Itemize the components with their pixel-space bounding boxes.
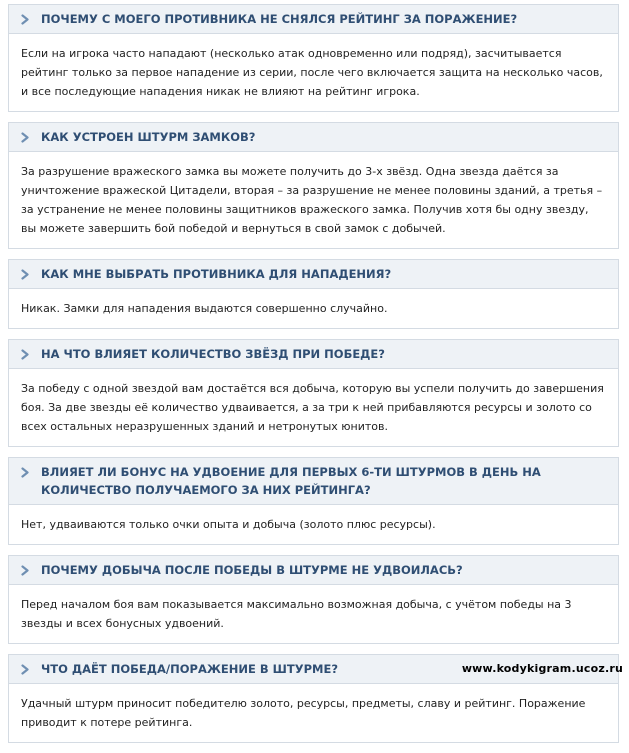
site-watermark: www.kodykigram.ucoz.ru (461, 662, 623, 675)
faq-question-header[interactable] (9, 260, 618, 289)
faq-question-text: ЧТО ДАЁТ ПОБЕДА/ПОРАЖЕНИЕ В ШТУРМЕ? (41, 662, 338, 676)
faq-answer-text: За разрушение вражеского замка вы можете получить до 3-х звёзд. Одна звезда даётся за уничтожение вражеской Цитадели, вторая – за разрушение не менее половины зданий, а третья – за устранение не менее половины защитников вражеского замка. Получив хотя бы одну звезду, вы можете завершить бой победой и вернуться в свой замок с добычей. (21, 165, 603, 235)
faq-question-header[interactable] (9, 458, 618, 505)
faq-answer-text: Перед началом боя вам показывается максимально возможная добыча, с учётом победы на 3 звезды и всех бонусных удвоений. (21, 598, 572, 630)
faq-item (8, 457, 619, 545)
faq-answer-text: Удачный штурм приносит победителю золото, ресурсы, предметы, славу и рейтинг. Поражение приводит к потере рейтинга. (21, 697, 586, 729)
chevron-right-icon (19, 128, 31, 146)
faq-answer-text: Никак. Замки для нападения выдаются совершенно случайно. (21, 302, 388, 315)
faq-question-text: ПОЧЕМУ С МОЕГО ПРОТИВНИКА НЕ СНЯЛСЯ РЕЙТИНГ ЗА ПОРАЖЕНИЕ? (41, 12, 518, 26)
faq-question-header[interactable] (9, 340, 618, 369)
faq-answer-text: За победу с одной звездой вам достаётся вся добыча, которую вы успели получить до завершения боя. За две звезды её количество удваивается, а за три к ней прибавляются ресурсы и золото со всех остальных неразрушенных зданий и нетронутых юнитов. (21, 382, 604, 433)
chevron-right-icon (19, 265, 31, 283)
chevron-right-icon (19, 463, 31, 481)
faq-item (8, 259, 619, 329)
chevron-right-icon (19, 561, 31, 579)
faq-question-text: КАК УСТРОЕН ШТУРМ ЗАМКОВ? (41, 130, 256, 144)
chevron-right-icon (19, 660, 31, 678)
chevron-right-icon (19, 10, 31, 28)
faq-answer-text: Если на игрока часто нападают (несколько атак одновременно или подряд), засчитывается рейтинг только за первое нападение из серии, после чего включается защита на несколько часов, и все последующие нападения никак не влияют на рейтинг игрока. (21, 47, 603, 98)
chevron-right-icon (19, 345, 31, 363)
faq-list (8, 4, 619, 753)
faq-question-text: ВЛИЯЕТ ЛИ БОНУС НА УДВОЕНИЕ ДЛЯ ПЕРВЫХ 6-ТИ ШТУРМОВ В ДЕНЬ НА КОЛИЧЕСТВО ПОЛУЧАЕМОГО ЗА НИХ РЕЙТИНГА? (41, 465, 541, 497)
faq-question-text: КАК МНЕ ВЫБРАТЬ ПРОТИВНИКА ДЛЯ НАПАДЕНИЯ? (41, 267, 392, 281)
faq-item (8, 122, 619, 249)
faq-item (8, 339, 619, 447)
faq-item (8, 4, 619, 112)
faq-question-header[interactable] (9, 123, 618, 152)
faq-item (8, 555, 619, 644)
faq-question-header[interactable] (9, 556, 618, 585)
faq-question-text: НА ЧТО ВЛИЯЕТ КОЛИЧЕСТВО ЗВЁЗД ПРИ ПОБЕДЕ? (41, 347, 385, 361)
faq-question-text: ПОЧЕМУ ДОБЫЧА ПОСЛЕ ПОБЕДЫ В ШТУРМЕ НЕ УДВОИЛАСЬ? (41, 563, 463, 577)
faq-question-header[interactable] (9, 5, 618, 34)
faq-answer-text: Нет, удваиваются только очки опыта и добыча (золото плюс ресурсы). (21, 518, 436, 531)
